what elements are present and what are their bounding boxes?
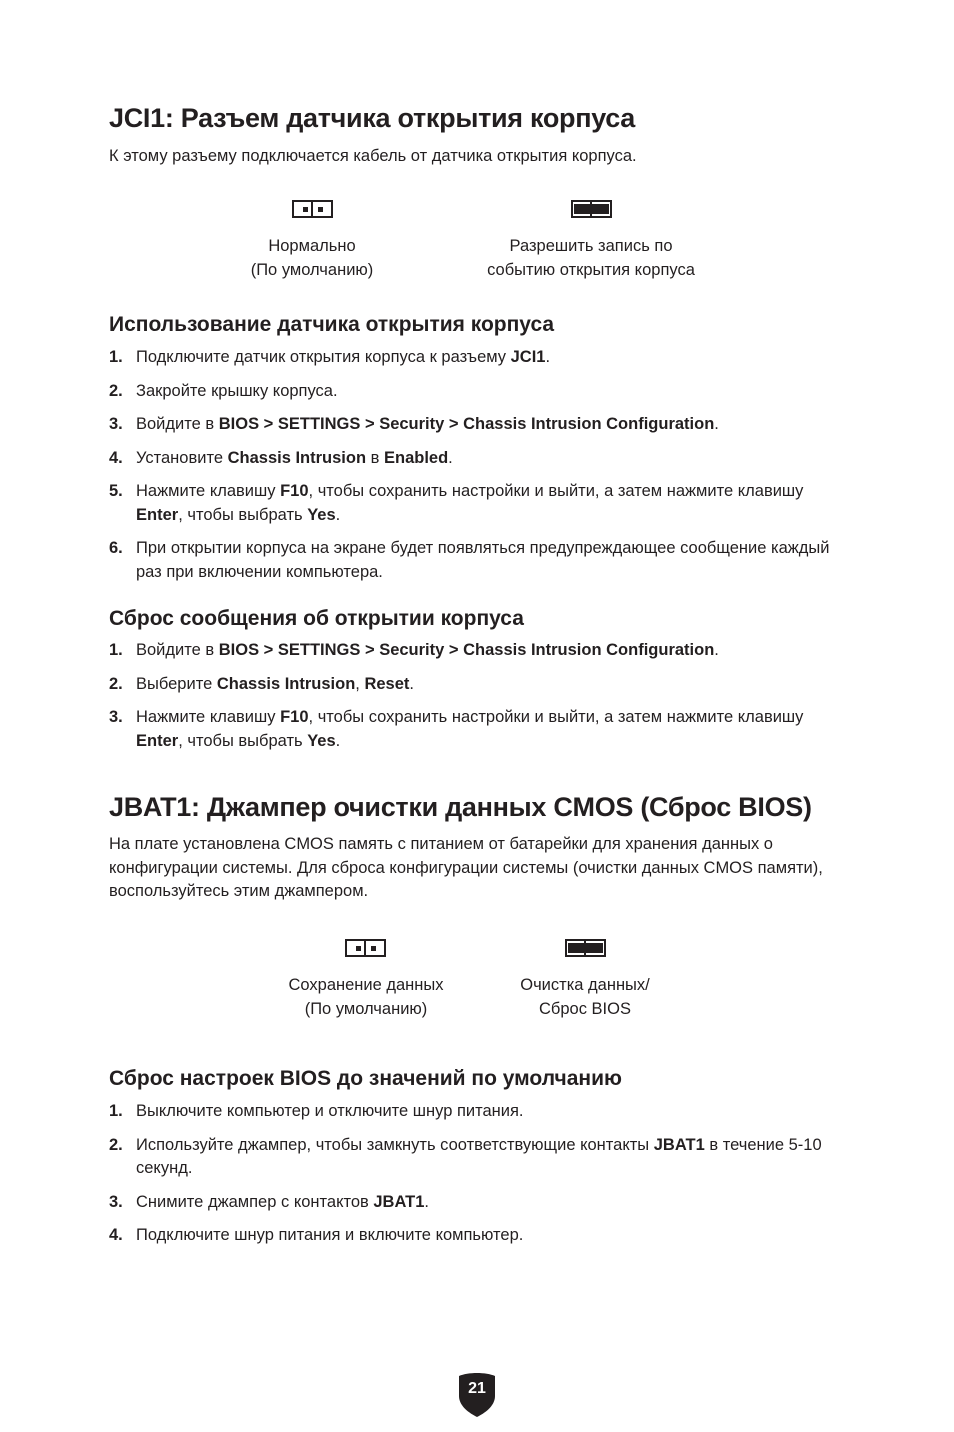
step-number: 2. xyxy=(109,381,123,400)
step-number: 2. xyxy=(109,674,123,693)
step-number: 4. xyxy=(109,1226,123,1244)
emphasis-text: Enter xyxy=(136,505,179,524)
jumper-open-icon xyxy=(292,200,333,218)
emphasis-text: Yes xyxy=(307,731,336,750)
step-number: 4. xyxy=(109,448,123,467)
emphasis-text: Enter xyxy=(136,731,179,750)
step-number: 3. xyxy=(109,415,123,433)
caption-line: Сброс BIOS xyxy=(539,999,631,1018)
emphasis-text: Chassis Intrusion xyxy=(227,448,367,467)
emphasis-text: JBAT1 xyxy=(373,1192,425,1211)
jbat1-keep-caption xyxy=(256,974,476,1021)
caption-line: событию открытия корпуса xyxy=(487,260,695,279)
list-item: 6. При открытии корпуса на экране будет появляться предупреждающее сообщение каждый раз при включении компьютера. xyxy=(109,539,830,581)
emphasis-text: BIOS > SETTINGS > Security > Chassis Intrusion Configuration xyxy=(218,641,715,659)
jumper-closed-icon xyxy=(571,200,612,218)
emphasis-text: JCI1 xyxy=(510,348,546,366)
emphasis-text: Reset xyxy=(364,674,410,693)
emphasis-text: F10 xyxy=(280,482,309,500)
step-number: 1. xyxy=(109,1102,123,1120)
caption-line: Разрешить запись по xyxy=(509,237,673,255)
reset-bios-steps-list xyxy=(109,1100,839,1258)
jbat1-title: JBAT1: Джампер очистки данных CMOS (Сброс BIOS) xyxy=(109,792,812,822)
list-item: 3. Войдите в BIOS > SETTINGS > Security > Chassis Intrusion Configuration. xyxy=(109,413,839,437)
jci1-title: JCI1: Разъем датчика открытия корпуса xyxy=(109,103,636,133)
caption-line: Нормально xyxy=(268,237,356,255)
jci1-normal-caption xyxy=(212,235,412,282)
jumper-open-icon xyxy=(345,939,386,957)
list-item: 1. Войдите в BIOS > SETTINGS > Security > Chassis Intrusion Configuration. xyxy=(109,639,839,663)
jci1-description: К этому разъему подключается кабель от датчика открытия корпуса. xyxy=(109,147,637,165)
step-number: 3. xyxy=(109,1192,123,1211)
usage-steps-list xyxy=(109,346,839,594)
caption-line: Очистка данных/ xyxy=(520,976,650,994)
list-item: 5. Нажмите клавишу F10, чтобы сохранить настройки и выйти, а затем нажмите клавишу Enter, чтобы выбрать Yes. xyxy=(109,482,804,524)
step-number: 5. xyxy=(109,482,123,500)
list-item: 2. Выберите Chassis Intrusion, Reset. xyxy=(109,673,839,697)
list-item: 3. Нажмите клавишу F10, чтобы сохранить настройки и выйти, а затем нажмите клавишу Enter, чтобы выбрать Yes. xyxy=(109,708,804,750)
jbat1-description: На плате установлена CMOS память с питанием от батарейки для хранения данных о конфигурации системы. Для сброса конфигурации системы (очистки данных CMOS памяти), воспользуйтесь этим джампером. xyxy=(109,835,823,900)
list-item: 1. Выключите компьютер и отключите шнур питания. xyxy=(109,1100,839,1124)
jci1-intrusion-caption xyxy=(456,235,726,282)
list-item: 4. Установите Chassis Intrusion в Enabled. xyxy=(109,447,839,471)
caption-line: (По умолчанию) xyxy=(304,999,428,1018)
page-number: 21 xyxy=(468,1380,486,1397)
usage-heading: Использование датчика открытия корпуса xyxy=(109,313,555,336)
emphasis-text: BIOS > SETTINGS > Security > Chassis Intrusion Configuration xyxy=(218,415,715,433)
emphasis-text: Yes xyxy=(307,505,336,524)
list-item: 4. Подключите шнур питания и включите компьютер. xyxy=(109,1224,839,1248)
list-item: 3. Снимите джампер с контактов JBAT1. xyxy=(109,1191,839,1215)
emphasis-text: Chassis Intrusion xyxy=(216,674,356,693)
reset-msg-steps-list xyxy=(109,639,839,763)
list-item: 2. Используйте джампер, чтобы замкнуть соответствующие контакты JBAT1 в течение 5-10 секунд. xyxy=(109,1135,822,1177)
reset-msg-heading: Сброс сообщения об открытии корпуса xyxy=(109,607,524,630)
reset-bios-heading: Сброс настроек BIOS до значений по умолчанию xyxy=(109,1067,622,1090)
step-number: 3. xyxy=(109,708,123,726)
step-number: 2. xyxy=(109,1135,123,1154)
list-item: 2. Закройте крышку корпуса. xyxy=(109,380,839,404)
emphasis-text: F10 xyxy=(280,708,309,726)
step-number: 1. xyxy=(109,641,123,659)
caption-line: (По умолчанию) xyxy=(250,260,374,279)
step-number: 6. xyxy=(109,539,123,557)
jumper-closed-icon xyxy=(565,939,606,957)
caption-line: Сохранение данных xyxy=(288,976,444,994)
list-item: 1. Подключите датчик открытия корпуса к разъему JCI1. xyxy=(109,346,839,370)
step-number: 1. xyxy=(109,348,123,366)
jbat1-clear-caption xyxy=(490,974,680,1021)
emphasis-text: Enabled xyxy=(383,448,449,467)
emphasis-text: JBAT1 xyxy=(653,1135,705,1154)
